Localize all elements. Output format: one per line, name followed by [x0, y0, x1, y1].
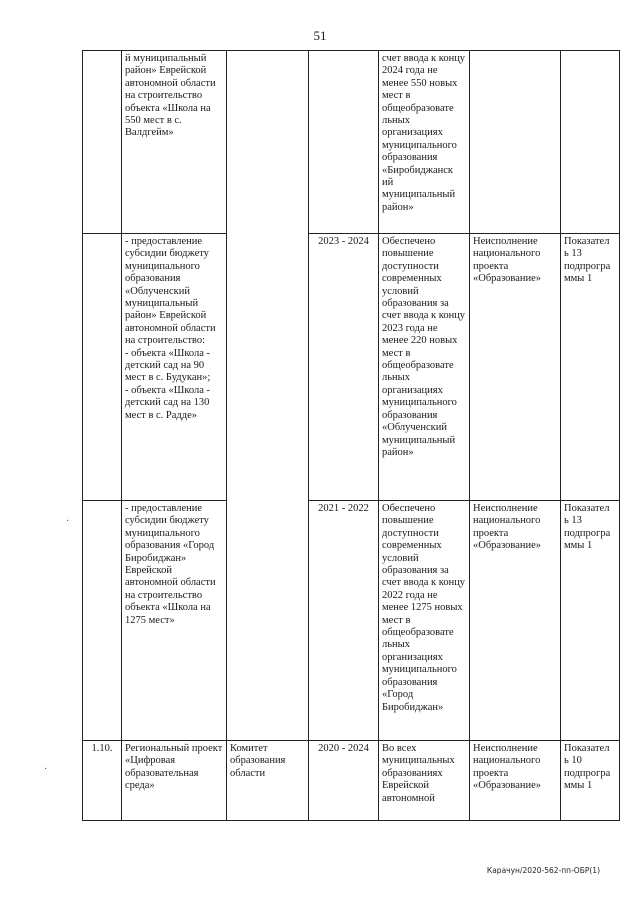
table-row [83, 741, 620, 821]
result-cell: Обеспечено повышение доступности современных условий образования за счет ввода к концу 2022 года не менее 1275 новых мест в общеобразовате льных организациях муниципального образования «Город Биробиджан» [379, 501, 470, 741]
result-cell: Во всех муниципальных образованиях Еврейской автономной [379, 741, 470, 821]
event-cell: - предоставление субсидии бюджету муниципального образования «Облученский муниципальный район» Еврейской автономной области на строительство: - объекта «Школа - детский сад на 90 мест в с. Будукан»; - объекта «Школа - детский сад на 130 мест в с. Радде» [122, 234, 227, 501]
executor-cell-merged [227, 51, 309, 741]
row-number-cell [83, 51, 122, 234]
event-cell: й муниципальный район» Еврейской автономной области на строительство объекта «Школа на 550 мест в с. Валдгейм» [122, 51, 227, 234]
result-cell: счет ввода к концу 2024 года не менее 550 новых мест в общеобразовате льных организациях муниципального образования «Биробиджанск ий муниципальный район» [379, 51, 470, 234]
scan-speck: · [44, 764, 48, 775]
table-row [83, 51, 620, 234]
row-number-cell: 1.10. [83, 741, 122, 821]
table-row [83, 234, 620, 501]
indicator-cell [561, 51, 620, 234]
measures-table [82, 50, 620, 821]
document-code: Карачун/2020-562-пп-ОБР(1) [486, 866, 600, 875]
indicator-cell: Показател ь 10 подпрогра ммы 1 [561, 741, 620, 821]
period-cell: 2023 - 2024 [309, 234, 379, 501]
consequence-cell [470, 51, 561, 234]
event-cell: Региональный проект «Цифровая образовательная среда» [122, 741, 227, 821]
consequence-cell: Неисполнение национального проекта «Образование» [470, 234, 561, 501]
table-row [83, 501, 620, 741]
page-number: 51 [313, 28, 327, 43]
period-cell: 2021 - 2022 [309, 501, 379, 741]
executor-cell: Комитет образования области [227, 741, 309, 821]
indicator-cell: Показател ь 13 подпрогра ммы 1 [561, 501, 620, 741]
period-cell [309, 51, 379, 234]
scan-speck: · [66, 516, 70, 527]
event-cell: - предоставление субсидии бюджету муниципального образования «Город Биробиджан» Еврейской автономной области на строительство объекта «Школа на 1275 мест» [122, 501, 227, 741]
consequence-cell: Неисполнение национального проекта «Образование» [470, 501, 561, 741]
row-number-cell [83, 234, 122, 501]
indicator-cell: Показател ь 13 подпрогра ммы 1 [561, 234, 620, 501]
result-cell: Обеспечено повышение доступности современных условий образования за счет ввода к концу 2023 года не менее 220 новых мест в общеобразовате льных организациях муниципального образования «Облученский муниципальный район» [379, 234, 470, 501]
row-number-cell [83, 501, 122, 741]
consequence-cell: Неисполнение национального проекта «Образование» [470, 741, 561, 821]
period-cell: 2020 - 2024 [309, 741, 379, 821]
